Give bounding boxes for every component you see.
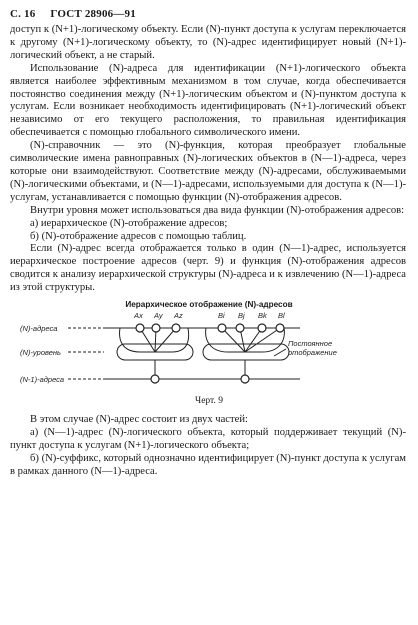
top-label-bl: Bl [278,312,285,320]
sap-n-1-b [241,375,249,383]
top-label-az: Az [174,312,183,320]
list-item: а) (N—1)-адрес (N)-логического объекта, который поддерживает текущий (N)-пункт доступа к услугам (N+1)-логического объекта; [10,426,406,451]
page-number: С. 16 [10,8,36,20]
list-item: б) (N)-отображение адресов с помощью таблиц. [30,230,247,242]
figure-caption: Черт. 9 [195,396,223,406]
list-item: б) (N)-суффикс, который однозначно идентифицирует (N)-пункт доступа к услугам в рамках данного (N—1)-адреса. [10,452,406,477]
page-header [10,8,136,20]
note-line-1: Постоянное [288,339,333,348]
standard-code: ГОСТ 28906—91 [50,8,136,20]
sap-ax [136,324,144,332]
text-block-1 [10,24,406,295]
sap-bj [236,324,244,332]
text-block-2 [10,414,406,479]
row-label-n-layer: (N)-уровень [20,348,61,357]
top-label-ay: Ay [154,312,163,320]
paragraph: Внутри уровня может использоваться два вида функции (N)-отображения адресов: [30,204,405,216]
row-label-n-addresses: (N)-адреса [20,324,58,333]
diagram-title: Иерархическое отображение (N)-адресов [125,300,293,309]
paragraph: Использование (N)-адреса для идентификации (N+1)-логического объекта является наиболее эффективным механизмом в том случае, когда обеспечивается постоянство соединения между (N+1)-логическим объектом и (N)-пунктом доступа к услугам. Если возникает необходимость идентифицировать (N+1)-логический объект независимо от его текущего расположения, то правильная идентификация обеспечивается с помощью глобального символического имени. [10,62,406,139]
sap-bk [258,324,266,332]
sap-bi [218,324,226,332]
paragraph: (N)-справочник — это (N)-функция, которая преобразует глобальные символические имена равноправных (N)-логических объектов в (N—1)-адреса, через которые они взаимодействуют. Соответствие между (N)-адресами, обслуживаемыми (N)-логическими объектами, и (N—1)-адресами, используемыми для доступа к (N—1)-услугам, устанавливается с помощью функции (N)-отображения адресов. [10,140,406,203]
paragraph: Если (N)-адрес всегда отображается только в один (N—1)-адрес, используется иерархическое построение адресов (черт. 9) и функция (N)-отображения адресов сводится к анализу иерархической структуры (N)-адреса и к извлечению (N—1)-адреса из этой структуры. [10,243,406,294]
top-label-bi: Bi [218,312,225,320]
note-line-2: отображение [288,348,337,357]
sap-az [172,324,180,332]
note-pointer [274,349,286,356]
entity-b-arc [206,328,285,352]
top-label-bj: Bj [238,312,245,320]
top-label-bk: Bk [258,312,267,320]
sap-bl [276,324,284,332]
sap-n-1-a [151,375,159,383]
sap-ay [152,324,160,332]
top-label-ax: Ax [134,312,143,320]
paragraph: В этом случае (N)-адрес состоит из двух частей: [30,414,248,425]
paragraph: доступ к (N+1)-логическому объекту. Если (N)-пункт доступа к услугам переключается к другому (N+1)-логическому объекту, то (N)-адрес идентифицирует новый (N+1)-логический объект, а не старый. [10,24,406,61]
row-label-n-1-addresses: (N-1)-адреса [20,375,65,384]
address-mapping-diagram [0,312,418,392]
list-item: а) иерархическое (N)-отображение адресов; [30,217,228,229]
